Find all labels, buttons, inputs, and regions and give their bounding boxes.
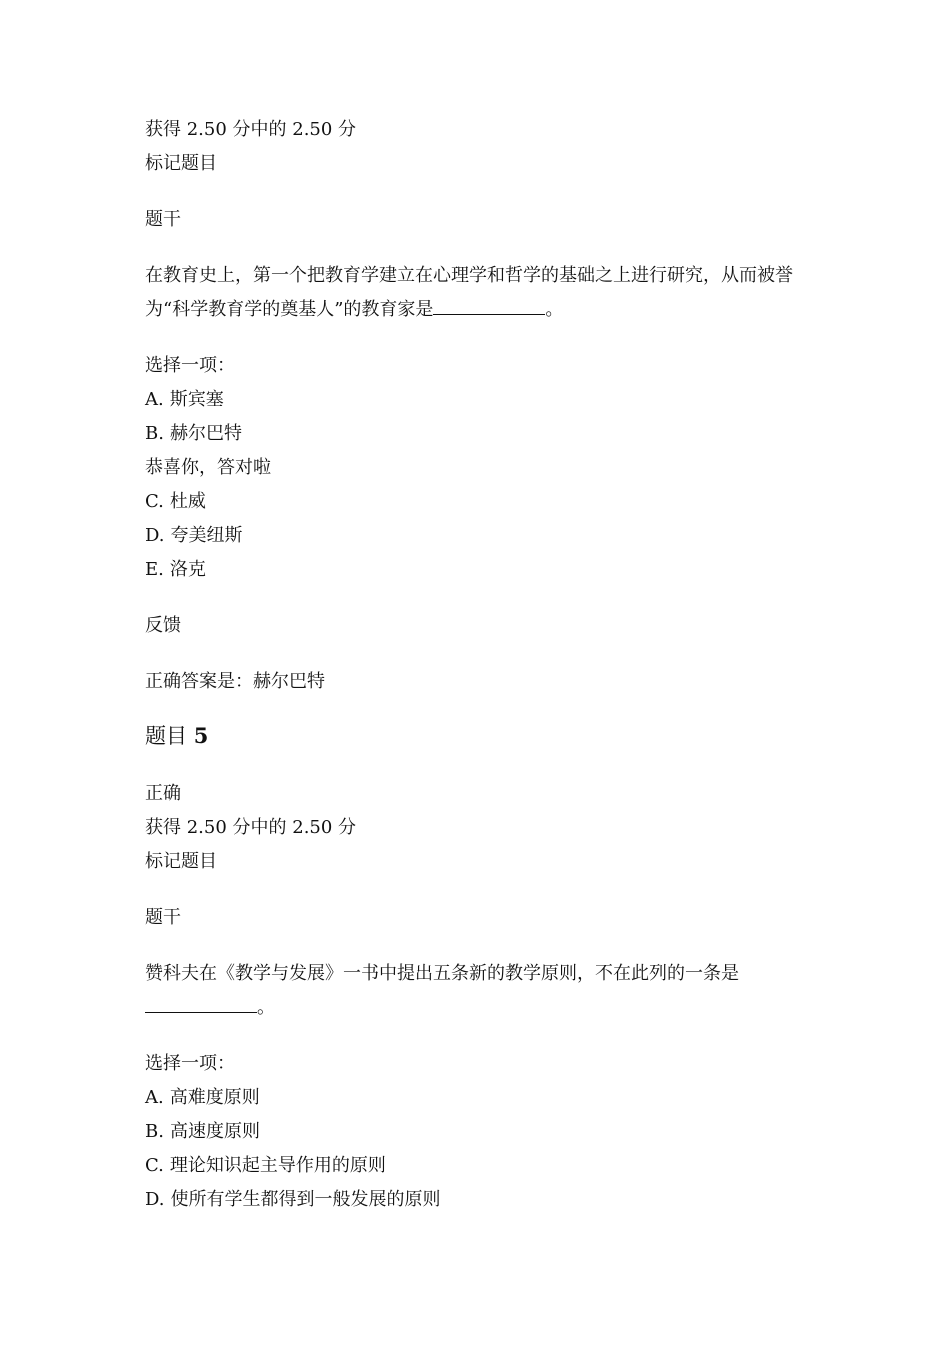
option-letter: A. — [145, 389, 164, 410]
option-letter: B. — [145, 1121, 164, 1142]
q5-status: 正确 — [145, 783, 181, 804]
q5-choose-label: 选择一项： — [145, 1053, 235, 1074]
q5-flag-question-link[interactable]: 标记题目 — [145, 851, 217, 872]
option-letter: A. — [145, 1087, 164, 1108]
option-text: 赫尔巴特 — [169, 423, 242, 444]
option-letter: B. — [145, 423, 164, 444]
option-letter: C. — [145, 491, 164, 512]
q4-option-e[interactable] — [145, 558, 206, 582]
q4-option-b[interactable] — [145, 422, 242, 446]
q5-option-a[interactable] — [145, 1086, 260, 1110]
option-text: 高速度原则 — [169, 1121, 260, 1142]
q4-stem-part1: 在教育史上，第一个把教育学建立在心理学和哲学的基础之上进行研究，从而被誉为“科学教育学的奠基人”的教育家是 — [145, 265, 793, 320]
q4-flag-question-link[interactable]: 标记题目 — [145, 153, 217, 174]
q5-answer-blank — [145, 994, 257, 1013]
q5-stem-part1: 赞科夫在《教学与发展》一书中提出五条新的教学原则，不在此列的一条是 — [145, 963, 739, 984]
option-text: 高难度原则 — [169, 1087, 260, 1108]
option-text: 使所有学生都得到一般发展的原则 — [170, 1189, 441, 1210]
q5-stem-end: 。 — [257, 997, 275, 1018]
option-letter: E. — [145, 559, 164, 580]
q4-congrats-message: 恭喜你，答对啦 — [145, 457, 271, 478]
q4-feedback-label: 反馈 — [145, 615, 181, 636]
option-letter: C. — [145, 1155, 164, 1176]
q4-correct-answer: 正确答案是：赫尔巴特 — [145, 671, 325, 692]
option-text: 夸美纽斯 — [170, 525, 243, 546]
option-text: 理论知识起主导作用的原则 — [169, 1155, 386, 1176]
q5-title — [145, 722, 208, 750]
q4-option-a[interactable] — [145, 388, 224, 412]
option-text: 斯宾塞 — [169, 389, 224, 410]
q4-score: 获得 2.50 分中的 2.50 分 — [145, 119, 357, 140]
option-letter: D. — [145, 1189, 165, 1210]
q4-stem-text — [145, 259, 805, 327]
q5-option-c[interactable] — [145, 1154, 386, 1178]
q5-title-prefix: 题目 — [145, 724, 187, 748]
option-text: 杜威 — [169, 491, 206, 512]
q4-option-d[interactable] — [145, 524, 243, 548]
q4-answer-blank — [433, 296, 545, 315]
q5-stem-label: 题干 — [145, 907, 181, 928]
q5-title-number: 5 — [193, 723, 209, 748]
option-letter: D. — [145, 525, 165, 546]
q4-option-c[interactable] — [145, 490, 206, 514]
q5-stem-text — [145, 957, 805, 1025]
q5-score: 获得 2.50 分中的 2.50 分 — [145, 817, 357, 838]
q4-stem-end: 。 — [545, 299, 564, 320]
q5-option-d[interactable] — [145, 1188, 441, 1212]
q4-stem-label: 题干 — [145, 209, 181, 230]
q4-choose-label: 选择一项： — [145, 355, 235, 376]
q5-option-b[interactable] — [145, 1120, 260, 1144]
option-text: 洛克 — [169, 559, 206, 580]
